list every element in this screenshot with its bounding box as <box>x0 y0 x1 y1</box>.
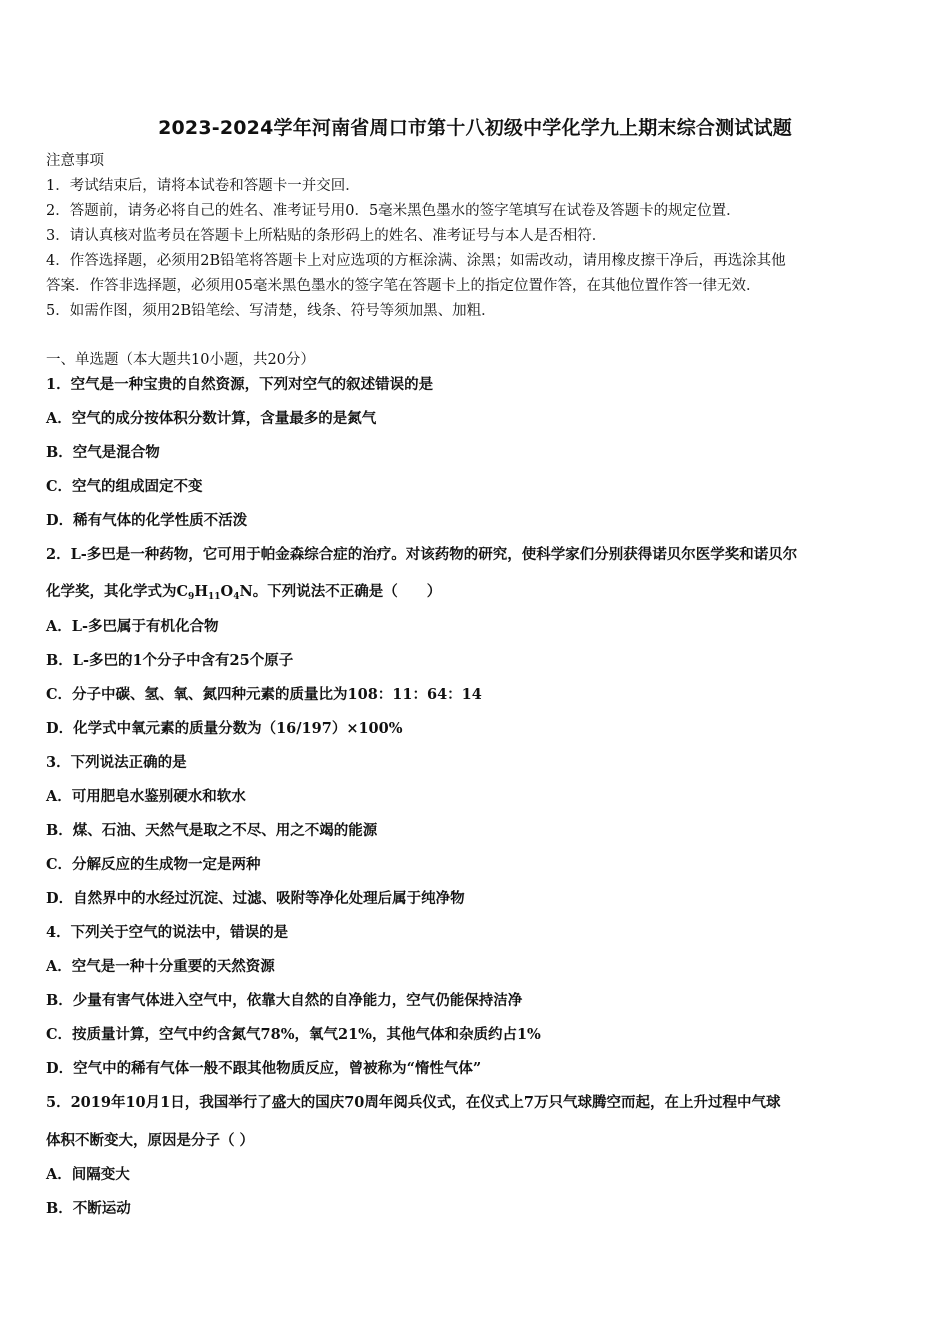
q1-option-b: B．空气是混合物 <box>46 444 160 461</box>
q1-option-d: D．稀有气体的化学性质不活泼 <box>46 512 248 529</box>
notice-item-1: 1．考试结束后，请将本试卷和答题卡一并交回． <box>46 178 360 194</box>
q5-stem-line1: 5．2019年10月1日，我国举行了盛大的国庆70周年阅兵仪式，在仪式上7万只气球腾空而起，在上升过程中气球 <box>46 1094 781 1111</box>
section-heading: 一、单选题（本大题共10小题，共20分） <box>46 352 315 368</box>
notice-item-4-cont: 答案．作答非选择题，必须用05毫米黑色墨水的签字笔在答题卡上的指定位置作答，在其他位置作答一律无效． <box>46 278 761 294</box>
q1-stem: 1．空气是一种宝贵的自然资源，下列对空气的叙述错误的是 <box>46 376 434 393</box>
q3-stem: 3．下列说法正确的是 <box>46 754 187 771</box>
notice-item-5: 5．如需作图，须用2B铅笔绘、写清楚，线条、符号等须加黑、加粗． <box>46 303 496 319</box>
q3-option-a: A．可用肥皂水鉴别硬水和软水 <box>46 788 246 805</box>
notice-item-3: 3．请认真核对监考员在答题卡上所粘贴的条形码上的姓名、准考证号与本人是否相符． <box>46 228 607 244</box>
q3-option-d: D．自然界中的水经过沉淀、过滤、吸附等净化处理后属于纯净物 <box>46 890 465 907</box>
q2-option-a: A．L-多巴属于有机化合物 <box>46 618 219 635</box>
q1-option-a: A．空气的成分按体积分数计算，含量最多的是氮气 <box>46 410 377 427</box>
notice-item-2: 2．答题前，请务必将自己的姓名、准考证号用0．5毫米黑色墨水的签字笔填写在试卷及答题卡的规定位置． <box>46 203 741 219</box>
q5-option-a: A．间隔变大 <box>46 1166 130 1183</box>
q4-option-d: D．空气中的稀有气体一般不跟其他物质反应，曾被称为“惰性气体” <box>46 1060 482 1077</box>
q5-stem-line2: 体积不断变大，原因是分子（ ） <box>46 1132 255 1149</box>
q3-option-b: B．煤、石油、天然气是取之不尽、用之不竭的能源 <box>46 822 378 839</box>
q4-option-a: A．空气是一种十分重要的天然资源 <box>46 958 275 975</box>
q2-option-c: C．分子中碳、氢、氧、氮四种元素的质量比为108：11：64：14 <box>46 686 482 703</box>
page-title: 2023-2024学年河南省周口市第十八初级中学化学九上期末综合测试试题 <box>158 117 792 139</box>
notice-heading: 注意事项 <box>46 153 104 169</box>
q4-stem: 4．下列关于空气的说法中，错误的是 <box>46 924 289 941</box>
q4-option-c: C．按质量计算，空气中约含氮气78%，氧气21%，其他气体和杂质约占1% <box>46 1026 541 1043</box>
notice-item-4: 4．作答选择题，必须用2B铅笔将答题卡上对应选项的方框涂满、涂黑；如需改动，请用橡皮擦干净后，再选涂其他 <box>46 253 786 269</box>
q2-option-b: B．L-多巴的1个分子中含有25个原子 <box>46 652 294 669</box>
q2-stem-line1: 2．L-多巴是一种药物，它可用于帕金森综合症的治疗。对该药物的研究，使科学家们分别获得诺贝尔医学奖和诺贝尔 <box>46 546 798 563</box>
q2-stem-line2: 化学奖，其化学式为$C_9H_{11}O_4N$。下列说法不正确是（ ） <box>46 583 442 602</box>
q3-option-c: C．分解反应的生成物一定是两种 <box>46 856 261 873</box>
q4-option-b: B．少量有害气体进入空气中，依靠大自然的自净能力，空气仍能保持洁净 <box>46 992 523 1009</box>
q5-option-b: B．不断运动 <box>46 1200 131 1217</box>
q1-option-c: C．空气的组成固定不变 <box>46 478 203 495</box>
q2-option-d: D．化学式中氧元素的质量分数为（16/197）×100% <box>46 720 403 737</box>
